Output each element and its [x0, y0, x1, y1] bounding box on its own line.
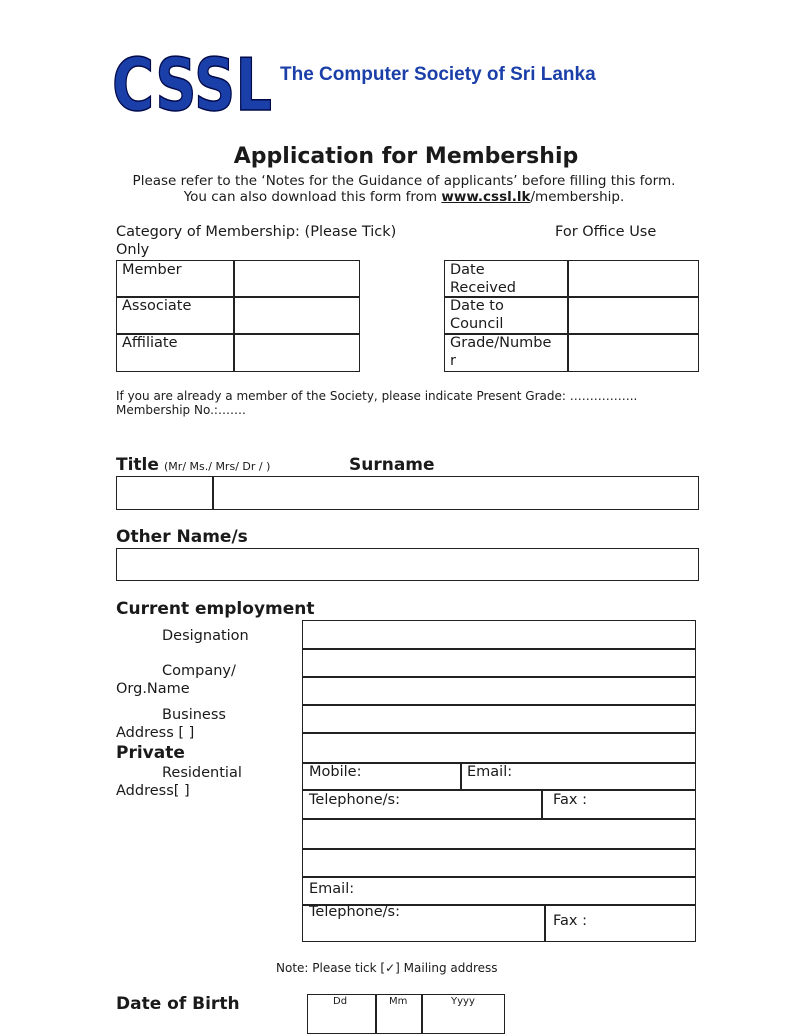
title-hint: (Mr/ Ms./ Mrs/ Dr / ) [164, 460, 271, 473]
cssl-logo [112, 43, 274, 127]
category-member-label: Member [116, 260, 235, 298]
designation-input[interactable] [304, 621, 694, 647]
website-link[interactable]: www.cssl.lk [441, 189, 531, 205]
business-address-line1: Business [162, 707, 226, 723]
category-associate-label: Associate [116, 296, 235, 335]
mailing-note: Note: Please tick [✓] Mailing address [276, 961, 498, 975]
divider [375, 994, 377, 1034]
company-input[interactable] [304, 650, 694, 675]
divider [541, 789, 543, 818]
work-telephone-label[interactable]: Telephone/s: [309, 792, 400, 808]
instructions-prefix: You can also download this form from [183, 189, 442, 205]
residential-address-line1: Residential [162, 765, 242, 781]
surname-label: Surname [349, 455, 435, 475]
existing-member-line1: If you are already a member of the Society, please indicate Present Grade: …………….. [116, 389, 638, 403]
divider [460, 762, 462, 790]
work-fax-label[interactable]: Fax : [553, 792, 587, 808]
office-row3-line1: Grade/Numbe [450, 335, 552, 351]
divider [544, 904, 546, 942]
designation-label: Designation [162, 628, 249, 644]
category-associate-tick[interactable] [233, 296, 360, 335]
employment-heading: Current employment [116, 599, 315, 619]
office-row2-line1: Date to [450, 298, 504, 314]
work-email-label[interactable]: Email: [467, 764, 513, 780]
office-date-council-value [567, 296, 699, 335]
surname-input[interactable] [212, 476, 699, 510]
other-names-input[interactable] [116, 548, 699, 581]
office-grade-label [444, 333, 569, 372]
office-date-received-value [567, 260, 699, 298]
private-email-label[interactable]: Email: [309, 881, 355, 897]
title-label: Title [116, 455, 159, 475]
category-affiliate-tick[interactable] [233, 333, 360, 372]
instructions-line1: Please refer to the ‘Notes for the Guidance of applicants’ before filling this form. [132, 173, 676, 189]
dob-month[interactable]: Mm [389, 996, 408, 1007]
office-grade-value [567, 333, 699, 372]
other-names-label: Other Name/s [116, 527, 248, 547]
private-heading: Private [116, 743, 185, 763]
business-address-line2: Address [ ] [116, 725, 195, 741]
office-row1-line1: Date [450, 262, 485, 278]
business-address-input[interactable] [304, 678, 694, 731]
instructions-line2 [0, 189, 808, 205]
category-label-only: Only [116, 242, 150, 258]
category-label: Category of Membership: (Please Tick) [116, 224, 397, 240]
dob-label: Date of Birth [116, 994, 240, 1014]
work-mobile-label[interactable]: Mobile: [309, 764, 362, 780]
office-date-received-label [444, 260, 569, 298]
category-member-tick[interactable] [233, 260, 360, 298]
private-fax-label[interactable]: Fax : [553, 913, 587, 929]
org-name: The Computer Society of Sri Lanka [280, 64, 596, 85]
divider [421, 994, 423, 1034]
business-address-input-line2[interactable] [304, 734, 694, 761]
form-title: Application for Membership [233, 144, 579, 169]
company-label-line1: Company/ [162, 663, 236, 679]
category-affiliate-label: Affiliate [116, 333, 235, 372]
office-use-label: For Office Use [555, 224, 657, 240]
existing-member-line2: Membership No.:……. [116, 403, 246, 417]
residential-address-input[interactable] [304, 820, 694, 875]
dob-year[interactable]: Yyyy [451, 996, 475, 1007]
dob-day[interactable]: Dd [333, 996, 348, 1007]
residential-address-line2: Address[ ] [116, 783, 190, 799]
company-label-line2: Org.Name [116, 681, 190, 697]
divider [302, 876, 696, 878]
instructions-suffix: /membership. [530, 189, 625, 205]
title-label-group [116, 455, 270, 475]
cssl-logo-text: CSSL [112, 43, 272, 127]
title-input[interactable] [116, 476, 214, 510]
office-row2-line2: Council [450, 316, 504, 332]
office-row3-line2: r [450, 353, 456, 369]
divider [302, 789, 696, 791]
office-date-council-label [444, 296, 569, 335]
private-telephone-label[interactable]: Telephone/s: [309, 904, 400, 920]
office-row1-line2: Received [450, 280, 516, 296]
